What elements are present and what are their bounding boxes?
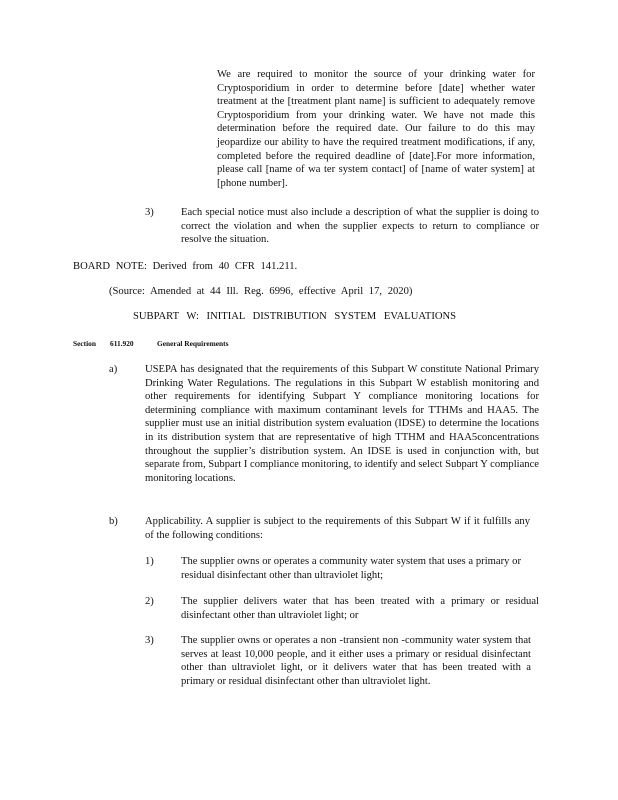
section-number: 611.920 <box>110 339 134 348</box>
section-label: Section <box>73 339 96 348</box>
notice-template-paragraph: We are required to monitor the source of your drinking water for Cryptosporidium in order to determine before [date] whether water treatment at the [treatment plant name] is sufficient to adequately remove Cryptosporidium from your drinking water. We have not made this determination before the required date. Our failure to do this may jeopardize our ability to have the required treatment modifications, if any, completed before the required deadline of [date].For more information, please call [name of wa ter system contact] of [name of water system] at [phone number]. <box>217 69 535 189</box>
condition-2 <box>145 595 539 623</box>
special-notice-item <box>145 206 539 248</box>
subpart-heading: SUBPART W: INITIAL DISTRIBUTION SYSTEM EVALUATIONS <box>133 311 457 322</box>
subsection-b-number: b) <box>109 516 118 527</box>
condition-3 <box>145 634 539 704</box>
subsection-b <box>109 515 539 543</box>
condition-1-text: The supplier owns or operates a community water system that uses a primary or residual disinfectant other than ultraviolet light; <box>181 556 521 581</box>
subsection-a <box>109 363 539 499</box>
condition-3-number: 3) <box>145 635 154 646</box>
section-heading <box>73 339 273 349</box>
subsection-b-text: Applicability. A supplier is subject to the requirements of this Subpart W if it fulfills any of the following conditions: <box>145 516 530 541</box>
source-note: (Source: Amended at 44 Ill. Reg. 6996, effective April 17, 2020) <box>109 286 413 297</box>
board-note: BOARD NOTE: Derived from 40 CFR 141.211. <box>73 261 298 272</box>
subsection-a-text: USEPA has designated that the requirements of this Subpart W constitute National Primary Drinking Water Regulations. The regulations in this Subpart W establish monitoring and other requirements for identifying Subpart Y compliance monitoring locations for determining compliance with maximum contaminant levels for TTHMs and HAA5. The supplier must use an initial distribution system evaluation (IDSE) to determine the locations in its distribution system that are representative of high TTHM and HAA5concentrations throughout the supplier’s distribution system. An IDSE is used in conjunction with, but separate from, Subpart I compliance monitoring, to identify and select Subpart Y compliance monitoring locations. <box>145 364 540 484</box>
subsection-a-number: a) <box>109 364 118 375</box>
item-number: 3) <box>145 207 154 218</box>
condition-1-number: 1) <box>145 556 154 567</box>
condition-2-text: The supplier delivers water that has been treated with a primary or residual disinfectant other than ultraviolet light; or <box>181 596 539 621</box>
condition-2-number: 2) <box>145 596 154 607</box>
section-title: General Requirements <box>157 339 229 348</box>
condition-1 <box>145 555 539 583</box>
item-text: Each special notice must also include a description of what the supplier is doing to correct the violation and when the supplier expects to return to compliance or resolve the situation. <box>181 207 539 246</box>
condition-3-text: The supplier owns or operates a non -transient non -community water system that serves at least 10,000 people, and it either uses a primary or residual disinfectant other than ultraviolet light, or it delivers water that has been treated with a primary or residual disinfectant other than ultraviolet light. <box>181 635 531 687</box>
